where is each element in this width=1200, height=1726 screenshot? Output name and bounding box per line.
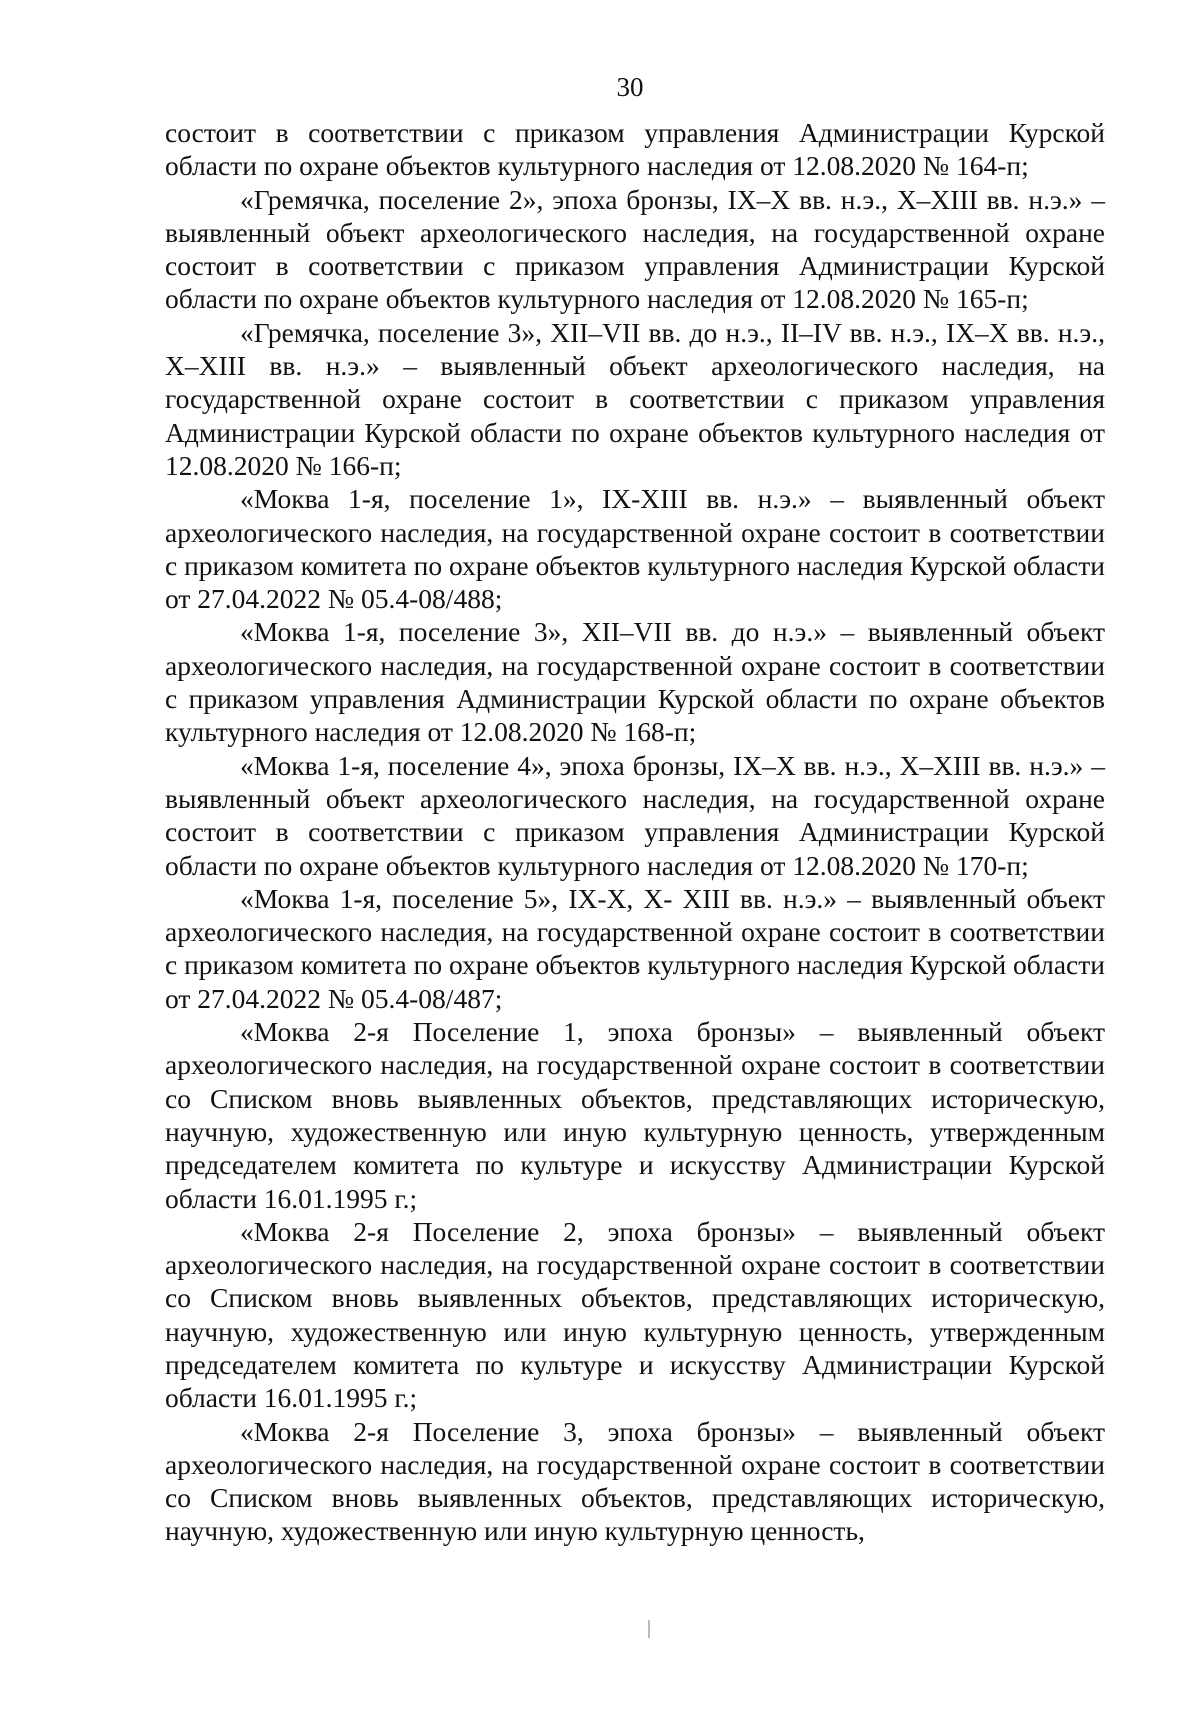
paragraph-mokva-2-settlement-3: «Моква 2-я Поселение 3, эпоха бронзы» – выявленный объект археологического наследия, на государственной охране состоит в соответствии со Списком вновь выявленных объектов, представляющих историческую, научную, художественную или иную культурную ценность, — [165, 1415, 1105, 1547]
paragraph-mokva-2-settlement-1: «Моква 2-я Поселение 1, эпоха бронзы» – выявленный объект археологического наследия, на государственной охране состоит в соответствии со Списком вновь выявленных объектов, представляющих историческую, научную, художественную или иную культурную ценность, утвержденным председателем комитета по культуре и искусству Администрации Курской области 16.01.1995 г.; — [165, 1016, 1105, 1214]
paragraph-gremyachka-3: «Гремячка, поселение 3», XII–VII вв. до н.э., II–IV вв. н.э., IX–X вв. н.э., X–XIII вв. н.э.» – выявленный объект археологического наследия, на государственной охране состоит в соответствии с приказом управления Администрации Курской области по охране объектов культурного наследия от 12.08.2020 № 166-п; — [165, 316, 1105, 481]
scan-artifact — [648, 1620, 650, 1638]
paragraph-mokva-1-settlement-5: «Моква 1-я, поселение 5», IX-X, X- XIII вв. н.э.» – выявленный объект археологического наследия, на государственной охране состоит в соответствии с приказом комитета по охране объектов культурного наследия Курской области от 27.04.2022 № 05.4-08/487; — [165, 882, 1105, 1014]
paragraph-mokva-2-settlement-2: «Моква 2-я Поселение 2, эпоха бронзы» – выявленный объект археологического наследия, на государственной охране состоит в соответствии со Списком вновь выявленных объектов, представляющих историческую, научную, художественную или иную культурную ценность, утвержденным председателем комитета по культуре и искусству Администрации Курской области 16.01.1995 г.; — [165, 1215, 1105, 1414]
document-body — [165, 116, 1105, 1548]
paragraph-continuation: состоит в соответствии с приказом управления Администрации Курской области по охране объектов культурного наследия от 12.08.2020 № 164-п; — [165, 117, 1105, 182]
page-number: 30 — [616, 72, 644, 102]
paragraph-mokva-1-settlement-1: «Моква 1-я, поселение 1», IX-XIII вв. н.э.» – выявленный объект археологического наследия, на государственной охране состоит в соответствии с приказом комитета по охране объектов культурного наследия Курской области от 27.04.2022 № 05.4-08/488; — [165, 483, 1105, 615]
paragraph-gremyachka-2: «Гремячка, поселение 2», эпоха бронзы, IX–X вв. н.э., X–XIII вв. н.э.» – выявленный объект археологического наследия, на государственной охране состоит в соответствии с приказом управления Администрации Курской области по охране объектов культурного наследия от 12.08.2020 № 165-п; — [165, 183, 1105, 315]
paragraph-mokva-1-settlement-3: «Моква 1-я, поселение 3», XII–VII вв. до н.э.» – выявленный объект археологического наследия, на государственной охране состоит в соответствии с приказом управления Администрации Курской области по охране объектов культурного наследия от 12.08.2020 № 168-п; — [165, 616, 1105, 748]
paragraph-mokva-1-settlement-4: «Моква 1-я, поселение 4», эпоха бронзы, IX–X вв. н.э., X–XIII вв. н.э.» – выявленный объект археологического наследия, на государственной охране состоит в соответствии с приказом управления Администрации Курской области по охране объектов культурного наследия от 12.08.2020 № 170-п; — [165, 749, 1105, 881]
